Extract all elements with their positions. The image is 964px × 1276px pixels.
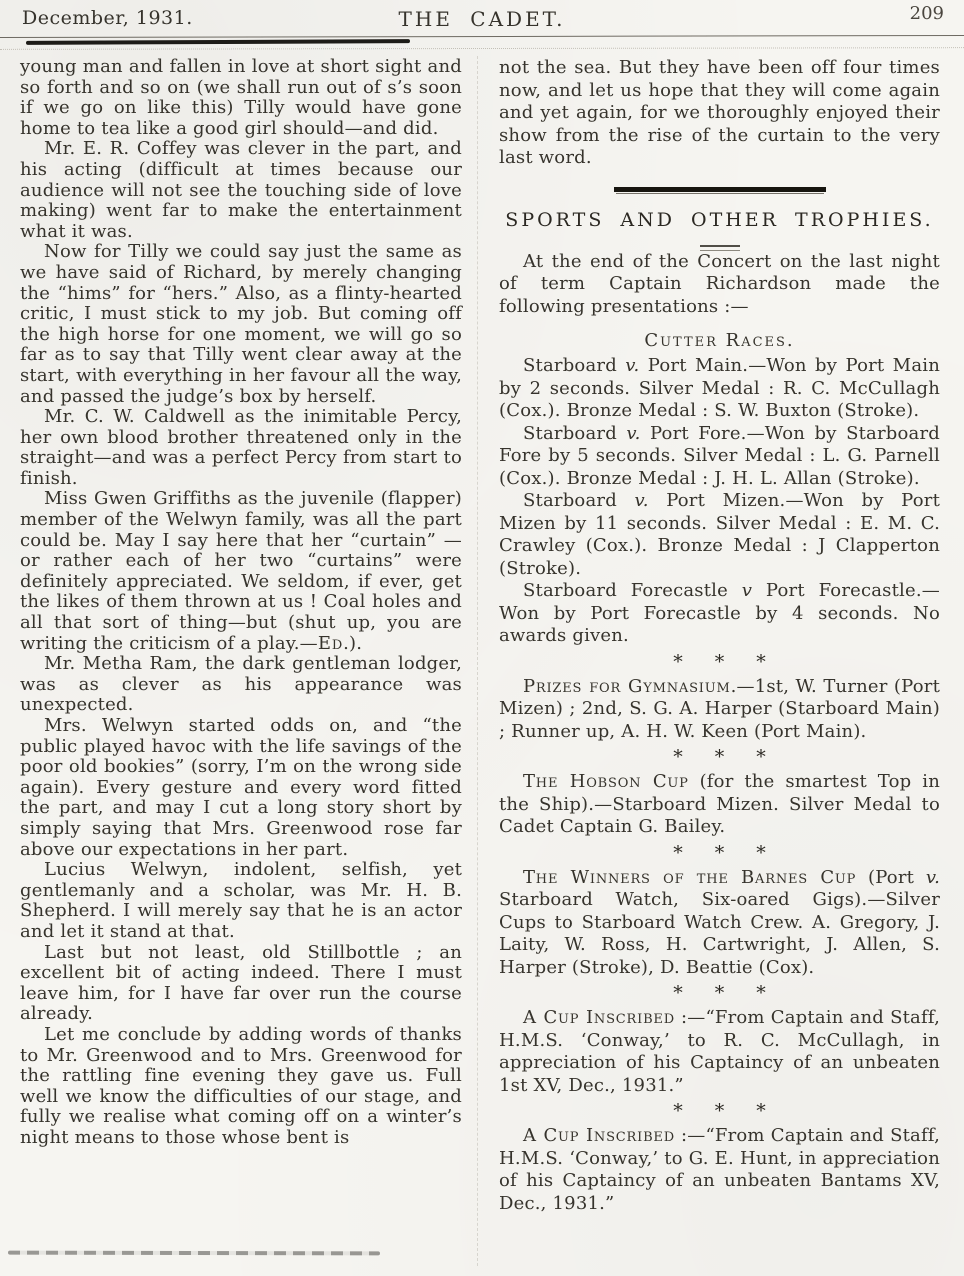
left-text-column [20, 0, 462, 1148]
text-run: Starboard Watch, Six-oared Gigs).—Silver Cups to Starboard Watch Crew. A. Gregory, J. Laity, W. Ross, H. Cartwright, J. Allen, S. Harper (Stroke), D. Beattie (Cox). [499, 889, 940, 978]
text-run: :—“From Captain and Staff, H.M.S. ‘Conway,’ to R. C. McCullagh, in appreciation of his Captaincy of an unbeaten 1st XV, Dec., 1931.” [499, 1007, 940, 1096]
right-text-column [499, 0, 940, 1215]
header-date: December, 1931. [22, 7, 193, 29]
text-run: (for the smartest Top in the Ship).—Starboard Mizen. Silver Medal to Cadet Captain G. Bailey. [499, 771, 940, 837]
text-run: Port Main.—Won by Port Main by 2 seconds. Silver Medal : R. C. McCullagh (Cox.). Bronze Medal : S. W. Buxton (Stroke). [499, 355, 940, 421]
paragraph: Let me conclude by adding words of thanks to Mr. Greenwood and to Mrs. Greenwood for the rattling fine evening they gave us. Full well we know the difficulties of our stage, and fully we realise what coming off on a winter’s night means to those whose bent is [20, 1023, 462, 1148]
small-caps-lead: The Winners of the Barnes Cup [523, 866, 857, 888]
page-number: 209 [909, 3, 944, 24]
asterisk-separator: * * * [673, 746, 766, 768]
asterisk-separator: * * * [673, 650, 766, 673]
paragraph [499, 423, 940, 491]
bottom-edge-print-artifact [8, 1251, 380, 1256]
paragraph [499, 580, 940, 648]
italic-versus: v. [625, 355, 640, 376]
text-run: Starboard [523, 490, 635, 511]
italic-versus: v [741, 580, 753, 601]
small-caps-lead: Ed [317, 632, 344, 654]
paragraph [499, 490, 940, 580]
text-run: :—“From Captain and Staff, H.M.S. ‘Conway,’ to G. E. Hunt, in appreciation of his Captaincy of an unbeaten Bantams XV, Dec., 1931.” [499, 1125, 940, 1214]
paragraph: not the sea. But they have been off four times now, and let us hope that they will come again and yet again, for we thoroughly enjoyed their show from the rise of the curtain to the very last word. [499, 57, 940, 168]
section-heading: SPORTS AND OTHER TROPHIES. [505, 208, 934, 231]
text-run: Port Mizen.—Won by Port Mizen by 11 seconds. Silver Medal : E. M. C. Crawley (Cox.). Bronze Medal : J Clapperton (Stroke). [499, 490, 941, 579]
italic-versus: v. [626, 422, 641, 444]
subsection-heading: Cutter Races. [644, 330, 795, 351]
small-caps-lead: A Cup Inscribed [523, 1125, 675, 1146]
small-caps-lead: Prizes for Gymnasium [523, 675, 731, 697]
paragraph [499, 1007, 940, 1097]
text-run: Starboard [523, 422, 627, 444]
paragraph: Mr. C. W. Caldwell as the inimitable Percy, her own blood brother threatened only in the straight—and was a perfect Percy from start to finish. [20, 406, 462, 489]
asterisk-separator: * * * [673, 841, 766, 864]
text-run: Port Forecastle.—Won by Port Forecastle by 4 seconds. No awards given. [499, 580, 940, 646]
paragraph [499, 355, 940, 423]
asterisk-separator: * * * [673, 1100, 766, 1122]
paragraph: Now for Tilly we could say just the same as we have said of Richard, by merely changing the “hims” for “hers.” Also, as a flinty-hearted critic, I must stick to my job. But coming off the high horse for one moment, we will go so far as to say that Tilly went clear away at the start, with everything in her favour all the way, and passed the judge’s box by herself. [20, 241, 462, 407]
text-run: Port Fore.—Won by Starboard Fore by 5 seconds. Silver Medal : L. G. Parnell (Cox.). Bronze Medal : J. H. L. Allan (Stroke). [499, 422, 941, 489]
paragraph: young man and fallen in love at short sight and so forth and so on (we shall run out of s’s soon if we go on like this) Tilly would have gone home to tea like a good girl should—and did. [20, 56, 462, 139]
paragraph: Mr. Metha Ram, the dark gentleman lodger, was as clever as his appearance was unexpected. [20, 653, 462, 716]
paragraph: Mr. E. R. Coffey was clever in the part, and his acting (difficult at times because our audience will not see the touching side of love making) went far to make the entertainment what it was. [20, 138, 462, 242]
text-run: .). [343, 632, 363, 654]
text-run: (Port [856, 866, 926, 888]
section-divider-rule [614, 187, 826, 192]
paragraph: Lucius Welwyn, indolent, selfish, yet gentlemanly and a scholar, was Mr. H. B. Shepherd. I will merely say that he is an actor and let it stand at that. [20, 859, 462, 942]
text-run: .—1st, W. Turner (Port Mizen) ; 2nd, S. G. A. Harper (Starboard Main) ; Runner up, A. H. W. Keen (Port Main). [499, 675, 941, 742]
small-caps-lead: A Cup Inscribed [523, 1007, 675, 1028]
paragraph [499, 771, 940, 839]
paragraph: Mrs. Welwyn started odds on, and “the public played havoc with the life savings of the poor old bookies” (sorry, I’m on the wrong side again). Every gesture and every word fitted the part, and may I cut a long story short by simply saying that Mrs. Greenwood rose far above our expectations in her part. [20, 715, 462, 860]
text-run: Starboard [523, 355, 626, 376]
text-run: Starboard Forecastle [523, 580, 742, 601]
paragraph [499, 676, 940, 744]
italic-versus: v. [925, 866, 940, 888]
paragraph: At the end of the Concert on the last night of term Captain Richardson made the following presentations :— [499, 250, 940, 317]
paragraph: Last but not least, old Stillbottle ; an excellent bit of acting indeed. There I must leave him, for I have far over run the course already. [20, 941, 462, 1025]
paragraph [499, 1125, 940, 1215]
text-run: Miss Gwen Griffiths as the juvenile (flapper) member of the Welwyn family, was all the part could be. May I say here that her “curtain” —or rather each of her two “curtains” were definitely appreciated. We seldom, if ever, get the likes of them thrown at us ! Coal holes and all that sort of thing—but (shut up, you are writing the criticism of a play.— [20, 488, 462, 654]
paragraph [20, 489, 462, 654]
column-divider-line [477, 56, 478, 1266]
journal-title: THE CADET. [398, 7, 566, 31]
asterisk-separator: * * * [673, 982, 766, 1004]
small-caps-lead: The Hobson Cup [523, 771, 689, 792]
italic-versus: v. [634, 490, 649, 511]
paragraph [499, 867, 940, 980]
